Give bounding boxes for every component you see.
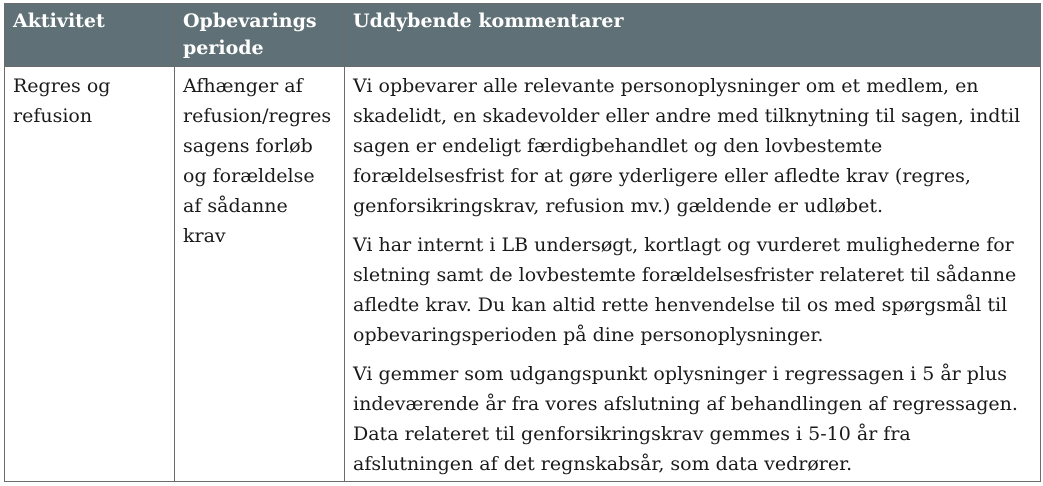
header-activity: Aktivitet (5, 4, 175, 67)
table-header (5, 4, 1041, 67)
cell-comments (345, 67, 1041, 482)
retention-table (4, 3, 1041, 482)
activity-text: Regres og refusion (13, 75, 111, 127)
header-retention-period: Opbevarings periode (175, 4, 345, 67)
header-detailed-comments: Uddybende kommentarer (345, 4, 1041, 67)
period-text: Afhænger af refusion/regressagens forløb og forældelse af sådanne krav (183, 75, 332, 247)
comment-paragraph-1: Vi opbevarer alle relevante personoplysninger om et medlem, en skadelidt, en skadevolder eller andre med tilknytning til sagen, indtil sagen er endeligt færdigbehandlet og den lovbestemte forældelsesfrist for at gøre yderligere eller afledte krav (regres, genforsikringskrav, refusion mv.) gældende er udløbet. (353, 75, 1021, 217)
comment-paragraph-3: Vi gemmer som udgangspunkt oplysninger i regressagen i 5 år plus indeværende år fra vores afslutning af behandlingen af regressagen. Data relateret til genforsikringskrav gemmes i 5-10 år fra afslutningen af det regnskabsår, som data vedrører. (353, 363, 1018, 475)
table-row (5, 67, 1041, 482)
cell-activity (5, 67, 175, 482)
table-body (5, 67, 1041, 482)
comment-paragraph-2: Vi har internt i LB undersøgt, kortlagt og vurderet mulighederne for sletning samt de lovbestemte forældelsesfrister relateret til sådanne afledte krav. Du kan altid rette henvendelse til os med spørgsmål til opbevaringsperioden på dine personoplysninger. (353, 234, 1017, 346)
header-row (5, 4, 1041, 67)
cell-retention-period (175, 67, 345, 482)
